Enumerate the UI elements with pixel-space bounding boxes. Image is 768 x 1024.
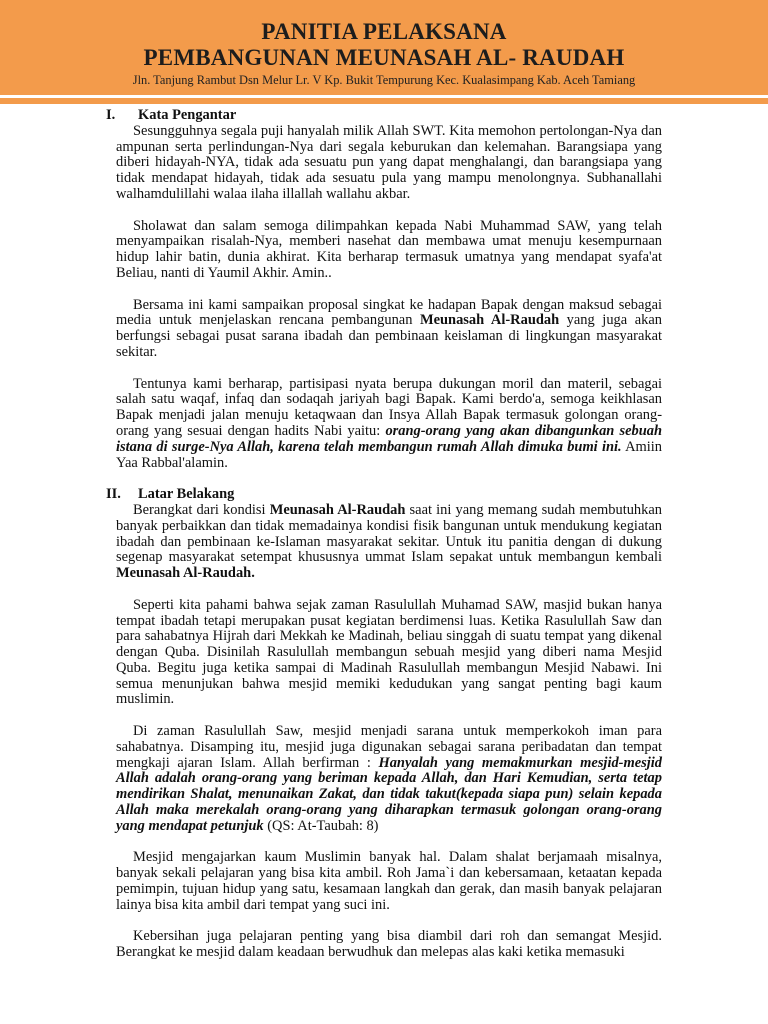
text-run: Kebersihan juga pelajaran penting yang bisa diambil dari roh dan semangat Mesjid. Berangkat ke mesjid dalam keadaan berwudhuk dan melepas alas kaki ketika memasuki bbox=[116, 928, 662, 961]
text-run: (QS: At-Taubah: 8) bbox=[263, 817, 379, 834]
section-title: Latar Belakang bbox=[138, 486, 235, 503]
text-run: Di zaman Rasulullah Saw, mesjid menjadi sarana untuk memperkokoh iman para sahabatnya. Disamping itu, mesjid juga digunakan sebagai sarana peribadatan dan tempat mengkaji ajaran Islam. Allah berfirman : bbox=[116, 723, 662, 771]
org-title-line1: PANITIA PELAKSANA bbox=[261, 19, 507, 44]
text-run: Amiin Yaa Rabbal'alamin. bbox=[116, 438, 662, 471]
text-run: Mesjid mengajarkan kaum Muslimin banyak hal. Dalam shalat berjamaah misalnya, banyak sekali pelajaran yang bisa kita ambil. Roh Jama`i dan kebersamaan, ketaatan kepada pemimpin, tujuan hidup yang satu, kesamaan langkah dan gerak, dan masih banyak pelajaran lainya bisa kita ambil dari tempat yang suci ini. bbox=[116, 849, 662, 913]
org-title-line2: PEMBANGUNAN MEUNASAH AL- RAUDAH bbox=[143, 45, 625, 70]
paragraph bbox=[116, 598, 662, 709]
section-number: I. bbox=[106, 107, 116, 123]
paragraph bbox=[116, 298, 662, 361]
paragraph bbox=[116, 377, 662, 472]
section-number: II. bbox=[106, 486, 121, 503]
emphasis-text: orang-orang yang akan dibangunkan sebuah istana di surge-Nya Allah, karena telah membangun rumah Allah dimuka bumi ini. bbox=[116, 422, 662, 455]
text-run: saat ini yang memang sudah membutuhkan banyak perbaikkan dan tidak memadainya kondisi fisik bangunan untuk mendukung kegiatan ibadah dan pembinaan ke-Islaman masyarakat sekitar. Untuk itu panitia dengan di dukung segenap masyarakat setempat khususnya ummat Islam sepakat untuk membangun kembali bbox=[116, 501, 662, 566]
paragraph bbox=[116, 929, 662, 961]
letterhead bbox=[0, 0, 768, 104]
text-run: Sholawat dan salam semoga dilimpahkan kepada Nabi Muhammad SAW, yang telah menyampaikan risalah-Nya, memberi nasehat dan membawa umat menuju kesempurnaan hidup lahir batin, dunia akhirat. Kita berharap termasuk umatnya yang mendapat syafa'at Beliau, nanti di Yaumil Akhir. Amin.. bbox=[116, 217, 662, 281]
org-address: Jln. Tanjung Rambut Dsn Melur Lr. V Kp. Bukit Tempurung Kec. Kualasimpang Kab. Aceh Tamiang bbox=[132, 73, 636, 87]
paragraph bbox=[116, 219, 662, 282]
emphasis-text: Meunasah Al-Raudah bbox=[419, 312, 560, 329]
text-run: Bersama ini kami sampaikan proposal singkat ke hadapan Bapak dengan maksud sebagai media untuk menjelaskan rencana pembangunan bbox=[116, 296, 662, 329]
emphasis-text: Meunasah Al-Raudah. bbox=[116, 565, 255, 582]
text-run: Berangkat dari kondisi bbox=[133, 501, 270, 518]
paragraph bbox=[116, 503, 662, 582]
paragraph bbox=[116, 724, 662, 835]
emphasis-text: Meunasah Al-Raudah bbox=[269, 501, 406, 518]
text-run: Sesungguhnya segala puji hanyalah milik Allah SWT. Kita memohon pertolongan-Nya dan ampunan serta perlindungan-Nya dari segala keburukan dan kelemahan. Barangsiapa yang diberi hidayah-NYA, tidak ada sesuatu pun yang dapat menghalangi, dan barangsiapa yang tidak mendapat hidayah, tidak ada sesuatu pula yang mampu menolongnya. Subhanallahi walhamdulillahi walaa ilaha illallah wallahu akbar. bbox=[116, 122, 662, 202]
emphasis-text: Hanyalah yang memakmurkan mesjid-mesjid Allah adalah orang-orang yang beriman kepada Allah, dan Hari Kemudian, serta tetap mendirikan Shalat, menunaikan Zakat, dan tidak takut(kepada siapa pun) selain kepada Allah maka merekalah orang-orang yang diharapkan termasuk golongan orang-orang yang mendapat petunjuk bbox=[116, 754, 662, 834]
section-heading bbox=[106, 107, 662, 124]
paragraph bbox=[116, 850, 662, 913]
header-divider bbox=[0, 95, 768, 98]
text-run: Tentunya kami berharap, partisipasi nyata berupa dukungan moril dan materil, sebagai salah satu waqaf, infaq dan sodaqah jariyah bagi Bapak. Kami berdo'a, semoga keikhlasan Bapak menjadi jalan menuju ketaqwaan dan Insya Allah Bapak termasuk golongan orang-orang yang sesuai dengan hadits Nabi yaitu: bbox=[116, 375, 662, 439]
section-heading bbox=[106, 486, 662, 503]
section-title: Kata Pengantar bbox=[138, 107, 237, 123]
text-run: yang juga akan berfungsi sebagai pusat sarana ibadah dan pembinaan keislaman di lingkungan masyarakat sekitar. bbox=[116, 312, 662, 360]
paragraph bbox=[116, 124, 662, 203]
text-run: Seperti kita pahami bahwa sejak zaman Rasulullah Muhamad SAW, masjid bukan hanya tempat ibadah tetapi merupakan pusat kegiatan berdimensi luas. Ketika Rasulullah Saw dan para sahabatnya Hijrah dari Mekkah ke Madinah, beliau singgah di suatu tempat yang dikenal dengan Quba. Disinilah Rasulullah membangun sebuah mesjid yang diberi nama Mesjid Quba. Begitu juga ketika sampai di Madinah Rasulullah membangun Mesjid Nabawi. Ini semua menunjukan bahwa mesjid memiki kedudukan yang sangat penting bagi kaum muslimin. bbox=[116, 596, 662, 708]
document-body bbox=[106, 107, 662, 977]
